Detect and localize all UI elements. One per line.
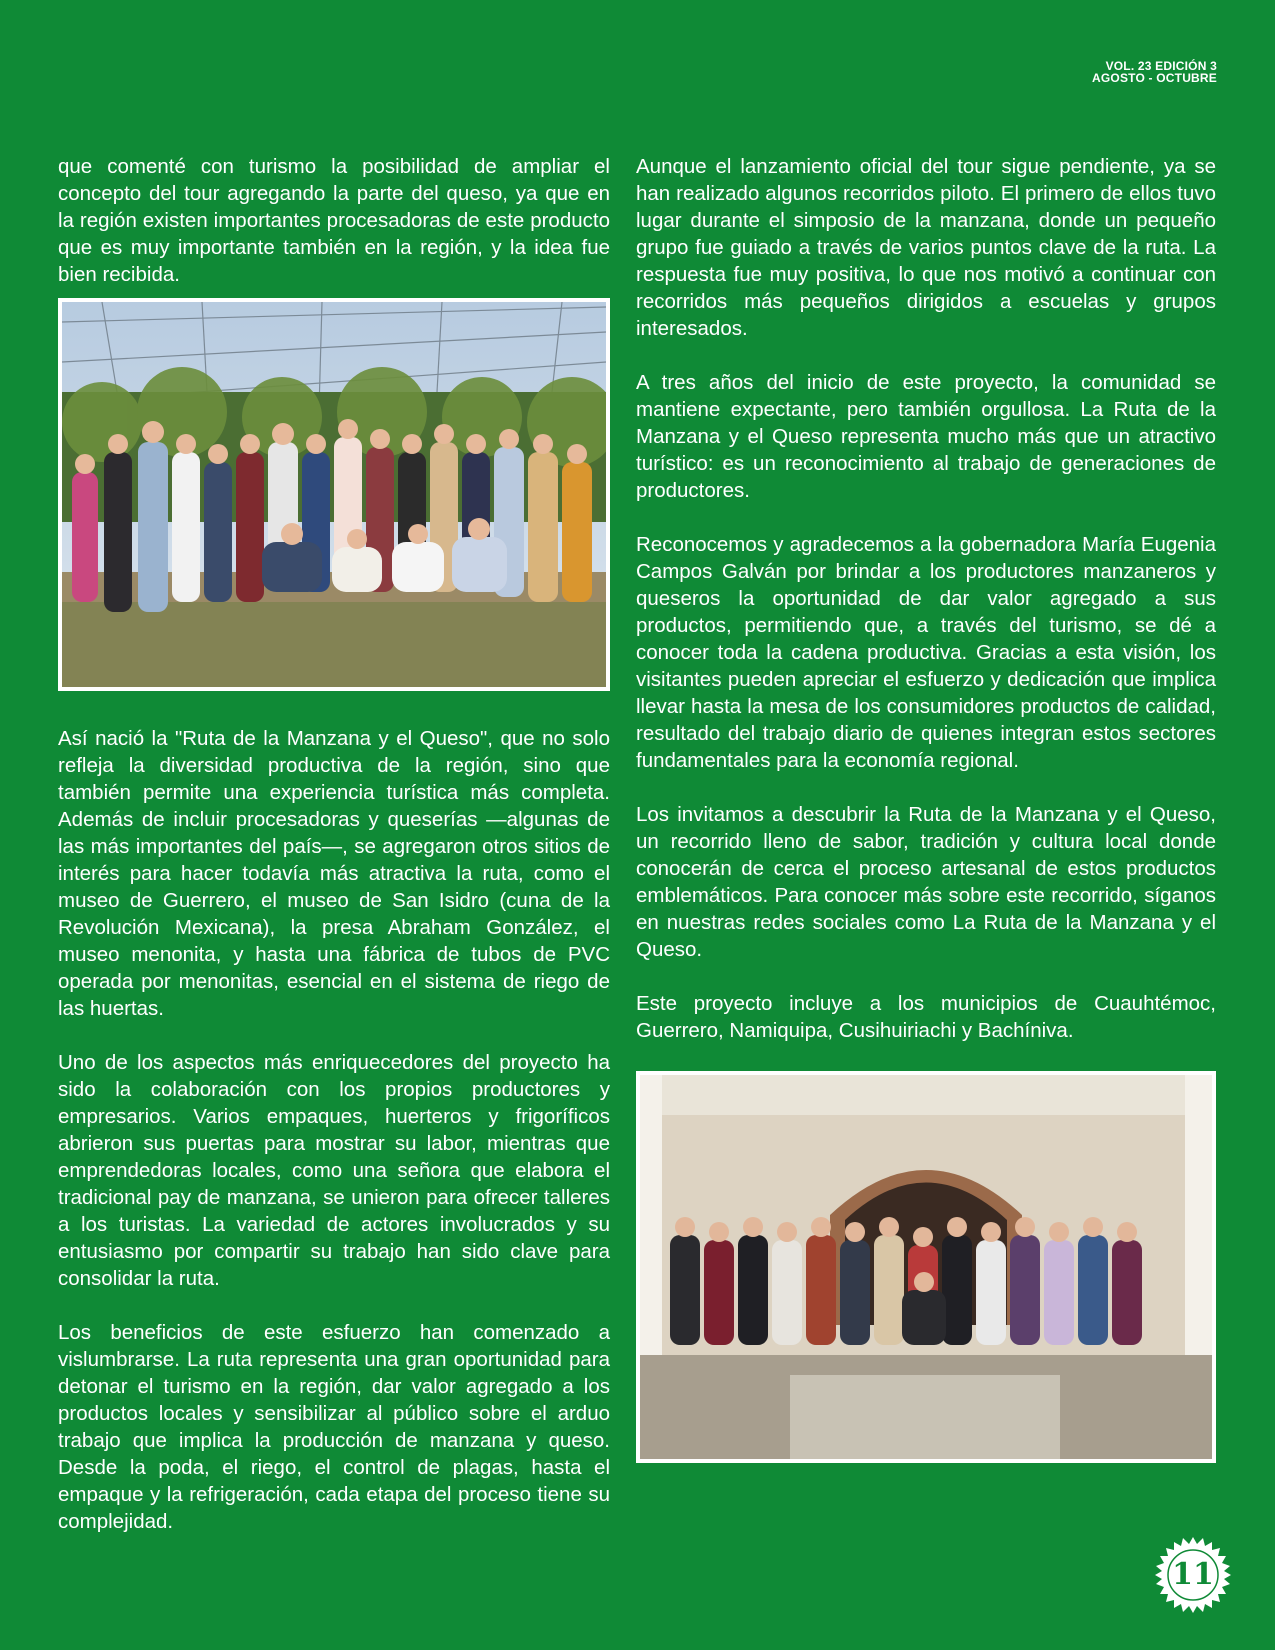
issue-volume: VOL. 23 EDICIÓN 3 <box>1105 59 1217 73</box>
paragraph: Los invitamos a descubrir la Ruta de la Manzana y el Queso, un recorrido lleno de sabor, tradición y cultura local donde conocerán de cerca el proceso artesanal de estos productos emblemáticos. Para conocer más sobre este recorrido, síganos en nuestras redes sociales como La Ruta de la Manzana y el Queso. <box>636 803 1216 961</box>
issue-dates: AGOSTO - OCTUBRE <box>1092 71 1217 85</box>
paragraph: Los beneficios de este esfuerzo han comenzado a vislumbrarse. La ruta representa una gran oportunidad para detonar el turismo en la región, dar valor agregado a los productos locales y sensibilizar al público sobre el arduo trabajo que implica la producción de manzana y queso. Desde la poda, el riego, el control de plagas, hasta el empaque y la refrigeración, cada etapa del proceso tiene su complejidad. <box>58 1321 610 1533</box>
right-column <box>636 153 1216 1463</box>
page-number: 11 <box>1172 1557 1214 1592</box>
paragraph: Uno de los aspectos más enriquecedores del proyecto ha sido la colaboración con los propios productores y empresarios. Varios empaques, huerteros y frigoríficos abrieron sus puertas para mostrar su labor, mientras que emprendedoras locales, como una señora que elabora el tradicional pay de manzana, se unieron para ofrecer talleres a los turistas. La variedad de actores involucrados y su entusiasmo por compartir su trabajo han sido clave para consolidar la ruta. <box>58 1051 610 1290</box>
paragraph: Aunque el lanzamiento oficial del tour sigue pendiente, ya se han realizado algunos recorridos piloto. El primero de ellos tuvo lugar durante el simposio de la manzana, donde un pequeño grupo fue guiado a través de varios puntos clave de la ruta. La respuesta fue muy positiva, lo que nos motivó a continuar con recorridos más pequeños dirigidos a escuelas y grupos interesados. <box>636 155 1216 340</box>
paragraph: A tres años del inicio de este proyecto, la comunidad se mantiene expectante, pero también orgullosa. La Ruta de la Manzana y el Queso representa mucho más que un atractivo turístico: es un reconocimiento al trabajo de generaciones de productores. <box>636 371 1216 502</box>
orchard-group-photo <box>58 298 610 691</box>
chapel-group-photo <box>636 1071 1216 1463</box>
left-column <box>58 153 610 1535</box>
paragraph: que comenté con turismo la posibilidad de ampliar el concepto del tour agregando la parte del queso, ya que en la región existen importantes procesadoras de este producto que es muy importante también en la región, y la idea fue bien recibida. <box>58 155 610 286</box>
paragraph: Así nació la "Ruta de la Manzana y el Queso", que no solo refleja la diversidad productiva de la región, sino que también permite una experiencia turística más completa. Además de incluir procesadoras y queserías —algunas de las más importantes del país—, se agregaron otros sitios de interés para hacer todavía más atractiva la ruta, como el museo de Guerrero, el museo de San Isidro (cuna de la Revolución Mexicana), la presa Abraham González, el museo menonita, y hasta una fábrica de tubos de PVC operada por menonitas, esencial en el sistema de riego de las huertas. <box>58 727 610 1020</box>
paragraph: Reconocemos y agradecemos a la gobernadora María Eugenia Campos Galván por brindar a los productores manzaneros y queseros la oportunidad de dar valor agregado a sus productos, permitiendo que, a través del turismo, se dé a conocer toda la cadena productiva. Gracias a esta visión, los visitantes pueden apreciar el esfuerzo y dedicación que implica llevar hasta la mesa de los consumidores productos de calidad, resultado del trabajo diario de quienes integran estos sectores fundamentales para la economía regional. <box>636 533 1216 772</box>
paragraph: Este proyecto incluye a los municipios de Cuauhtémoc, Guerrero, Namiquipa, Cusihuiriachi y Bachíniva. <box>636 992 1216 1042</box>
page-number-badge <box>1153 1535 1233 1615</box>
issue-header <box>1092 60 1217 84</box>
